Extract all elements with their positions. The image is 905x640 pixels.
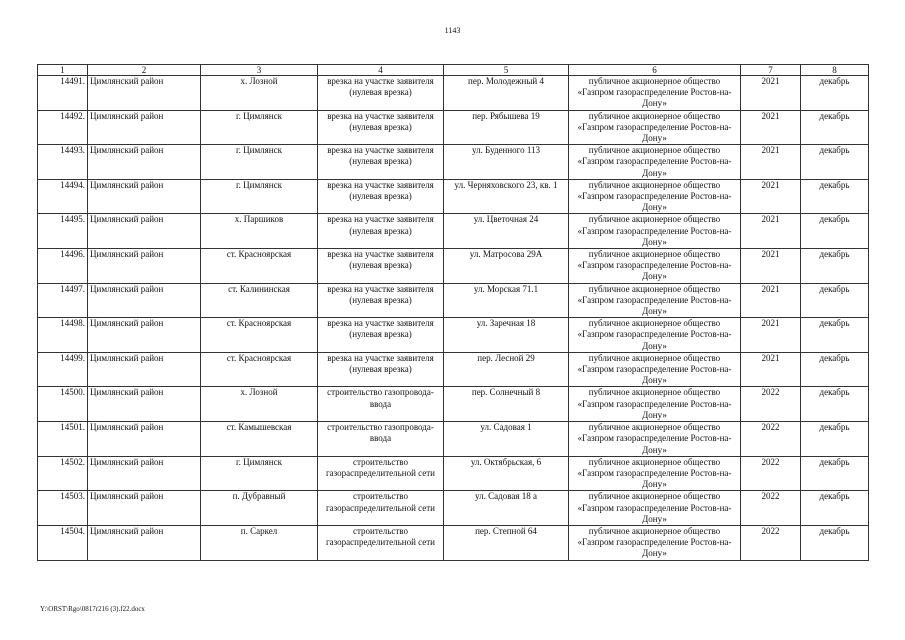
settlement-cell: г. Цимлянск [201,110,318,145]
table-body [38,76,869,561]
year-cell: 2021 [741,179,801,214]
table-row [38,214,869,249]
work-type-cell: строительство газораспределительной сети [318,525,444,560]
address-cell: пер. Степной 64 [444,525,569,560]
table-row [38,352,869,387]
organization-cell: публичное акционерное общество «Газпром газораспределение Ростов-на-Дону» [569,214,741,249]
year-cell: 2021 [741,145,801,180]
column-header: 4 [318,65,444,76]
district-cell: Цимлянский район [88,214,201,249]
year-cell: 2022 [741,422,801,457]
address-cell: ул. Заречная 18 [444,318,569,353]
settlement-cell: ст. Камышевская [201,422,318,457]
address-cell: ул. Октябрьская, 6 [444,456,569,491]
work-type-cell: врезка на участке заявителя (нулевая врезка) [318,110,444,145]
organization-cell: публичное акционерное общество «Газпром газораспределение Ростов-на-Дону» [569,249,741,284]
table-row [38,456,869,491]
year-cell: 2021 [741,110,801,145]
row-number-cell: 14493. [38,145,88,180]
year-cell: 2022 [741,525,801,560]
organization-cell: публичное акционерное общество «Газпром газораспределение Ростов-на-Дону» [569,456,741,491]
registry-table [37,64,869,561]
month-cell: декабрь [801,422,869,457]
district-cell: Цимлянский район [88,249,201,284]
table-row [38,318,869,353]
settlement-cell: г. Цимлянск [201,456,318,491]
work-type-cell: врезка на участке заявителя (нулевая врезка) [318,318,444,353]
settlement-cell: г. Цимлянск [201,145,318,180]
district-cell: Цимлянский район [88,525,201,560]
address-cell: пер. Лесной 29 [444,352,569,387]
organization-cell: публичное акционерное общество «Газпром газораспределение Ростов-на-Дону» [569,491,741,526]
work-type-cell: врезка на участке заявителя (нулевая врезка) [318,283,444,318]
settlement-cell: п. Дубравный [201,491,318,526]
settlement-cell: ст. Красноярская [201,249,318,284]
table-row [38,179,869,214]
row-number-cell: 14491. [38,76,88,111]
address-cell: ул. Матросова 29А [444,249,569,284]
year-cell: 2022 [741,491,801,526]
row-number-cell: 14496. [38,249,88,284]
settlement-cell: х. Паршиков [201,214,318,249]
row-number-cell: 14501. [38,422,88,457]
settlement-cell: х. Лозной [201,76,318,111]
year-cell: 2021 [741,318,801,353]
work-type-cell: строительство газопровода-ввода [318,422,444,457]
month-cell: декабрь [801,491,869,526]
row-number-cell: 14500. [38,387,88,422]
year-cell: 2021 [741,283,801,318]
work-type-cell: врезка на участке заявителя (нулевая врезка) [318,145,444,180]
work-type-cell: врезка на участке заявителя (нулевая врезка) [318,76,444,111]
district-cell: Цимлянский район [88,387,201,422]
row-number-cell: 14498. [38,318,88,353]
district-cell: Цимлянский район [88,76,201,111]
column-header: 1 [38,65,88,76]
organization-cell: публичное акционерное общество «Газпром газораспределение Ростов-на-Дону» [569,283,741,318]
district-cell: Цимлянский район [88,145,201,180]
address-cell: ул. Морская 71.1 [444,283,569,318]
year-cell: 2021 [741,76,801,111]
address-cell: пер. Солнечный 8 [444,387,569,422]
column-header: 6 [569,65,741,76]
organization-cell: публичное акционерное общество «Газпром газораспределение Ростов-на-Дону» [569,422,741,457]
row-number-cell: 14495. [38,214,88,249]
month-cell: декабрь [801,249,869,284]
address-cell: ул. Черняховского 23, кв. 1 [444,179,569,214]
row-number-cell: 14497. [38,283,88,318]
row-number-cell: 14503. [38,491,88,526]
work-type-cell: врезка на участке заявителя (нулевая врезка) [318,214,444,249]
year-cell: 2022 [741,387,801,422]
row-number-cell: 14492. [38,110,88,145]
year-cell: 2021 [741,214,801,249]
column-header: 8 [801,65,869,76]
district-cell: Цимлянский район [88,456,201,491]
settlement-cell: ст. Красноярская [201,352,318,387]
row-number-cell: 14499. [38,352,88,387]
table-row [38,145,869,180]
header-row [38,65,869,76]
settlement-cell: п. Саркел [201,525,318,560]
row-number-cell: 14494. [38,179,88,214]
organization-cell: публичное акционерное общество «Газпром газораспределение Ростов-на-Дону» [569,352,741,387]
month-cell: декабрь [801,110,869,145]
column-header: 2 [88,65,201,76]
organization-cell: публичное акционерное общество «Газпром газораспределение Ростов-на-Дону» [569,525,741,560]
month-cell: декабрь [801,283,869,318]
month-cell: декабрь [801,387,869,422]
address-cell: ул. Буденного 113 [444,145,569,180]
month-cell: декабрь [801,145,869,180]
table-row [38,110,869,145]
column-header: 7 [741,65,801,76]
address-cell: ул. Цветочная 24 [444,214,569,249]
table-row [38,283,869,318]
table-row [38,491,869,526]
row-number-cell: 14502. [38,456,88,491]
district-cell: Цимлянский район [88,352,201,387]
table-row [38,76,869,111]
district-cell: Цимлянский район [88,422,201,457]
district-cell: Цимлянский район [88,283,201,318]
work-type-cell: строительство газораспределительной сети [318,491,444,526]
district-cell: Цимлянский район [88,318,201,353]
address-cell: пер. Молодежный 4 [444,76,569,111]
address-cell: пер. Рябышева 19 [444,110,569,145]
district-cell: Цимлянский район [88,110,201,145]
address-cell: ул. Садовая 1 [444,422,569,457]
address-cell: ул. Садовая 18 а [444,491,569,526]
column-header: 5 [444,65,569,76]
year-cell: 2021 [741,352,801,387]
month-cell: декабрь [801,352,869,387]
month-cell: декабрь [801,318,869,353]
organization-cell: публичное акционерное общество «Газпром газораспределение Ростов-на-Дону» [569,110,741,145]
footer-file-path: Y:\ORST\Rgo\0817r216 (3).f22.docx [40,605,145,613]
table-row [38,422,869,457]
month-cell: декабрь [801,179,869,214]
year-cell: 2022 [741,456,801,491]
settlement-cell: ст. Красноярская [201,318,318,353]
settlement-cell: г. Цимлянск [201,179,318,214]
work-type-cell: врезка на участке заявителя (нулевая врезка) [318,179,444,214]
table-row [38,525,869,560]
month-cell: декабрь [801,76,869,111]
table-row [38,387,869,422]
work-type-cell: строительство газораспределительной сети [318,456,444,491]
district-cell: Цимлянский район [88,179,201,214]
work-type-cell: врезка на участке заявителя (нулевая врезка) [318,249,444,284]
settlement-cell: ст. Калининская [201,283,318,318]
table-row [38,249,869,284]
month-cell: декабрь [801,456,869,491]
row-number-cell: 14504. [38,525,88,560]
organization-cell: публичное акционерное общество «Газпром газораспределение Ростов-на-Дону» [569,145,741,180]
year-cell: 2021 [741,249,801,284]
organization-cell: публичное акционерное общество «Газпром газораспределение Ростов-на-Дону» [569,318,741,353]
page-number: 1143 [444,26,461,35]
column-header: 3 [201,65,318,76]
district-cell: Цимлянский район [88,491,201,526]
work-type-cell: строительство газопровода-ввода [318,387,444,422]
settlement-cell: х. Лозной [201,387,318,422]
month-cell: декабрь [801,214,869,249]
month-cell: декабрь [801,525,869,560]
organization-cell: публичное акционерное общество «Газпром газораспределение Ростов-на-Дону» [569,387,741,422]
work-type-cell: врезка на участке заявителя (нулевая врезка) [318,352,444,387]
organization-cell: публичное акционерное общество «Газпром газораспределение Ростов-на-Дону» [569,76,741,111]
organization-cell: публичное акционерное общество «Газпром газораспределение Ростов-на-Дону» [569,179,741,214]
